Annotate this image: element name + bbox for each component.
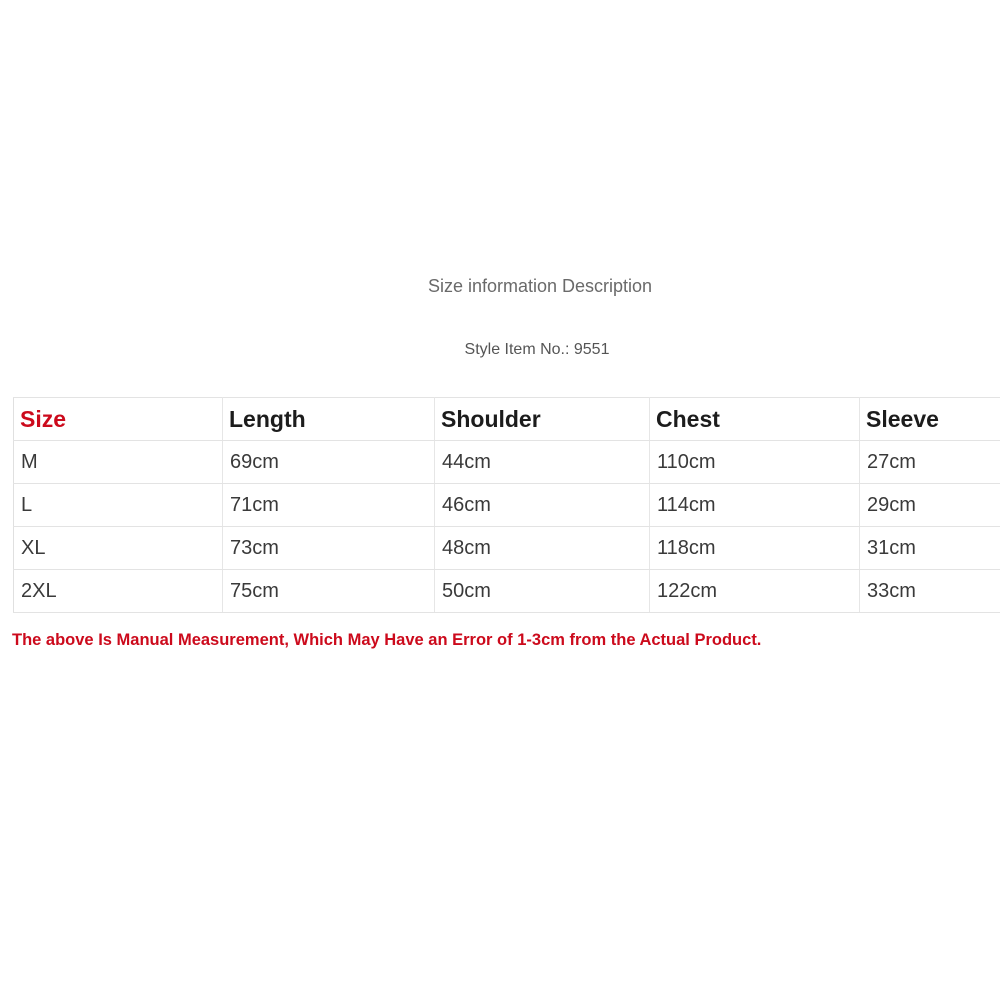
cell-size: XL [14,527,223,570]
cell-length: 71cm [223,484,435,527]
page-title: Size information Description [427,276,653,296]
header-sleeve: Sleeve [860,398,1000,441]
header-length: Length [223,398,435,441]
cell-sleeve: 33cm [860,570,1000,613]
cell-size: M [14,441,223,484]
cell-chest: 118cm [650,527,860,570]
cell-sleeve: 27cm [860,441,1000,484]
cell-length: 75cm [223,570,435,613]
cell-sleeve: 29cm [860,484,1000,527]
cell-chest: 110cm [650,441,860,484]
table-row [14,484,1000,527]
cell-size: 2XL [14,570,223,613]
cell-length: 69cm [223,441,435,484]
cell-sleeve: 31cm [860,527,1000,570]
size-chart-table [13,397,1000,613]
cell-shoulder: 46cm [435,484,650,527]
cell-shoulder: 50cm [435,570,650,613]
cell-length: 73cm [223,527,435,570]
cell-shoulder: 48cm [435,527,650,570]
table-row [14,441,1000,484]
cell-chest: 122cm [650,570,860,613]
cell-shoulder: 44cm [435,441,650,484]
header-size: Size [14,398,223,441]
measurement-note: The above Is Manual Measurement, Which May Have an Error of 1-3cm from the Actual Product. [12,631,762,649]
table-row [14,570,1000,613]
style-item-number: Style Item No.: 9551 [464,341,610,358]
table-header-row [14,398,1000,441]
table-row [14,527,1000,570]
cell-chest: 114cm [650,484,860,527]
cell-size: L [14,484,223,527]
header-chest: Chest [650,398,860,441]
header-shoulder: Shoulder [435,398,650,441]
